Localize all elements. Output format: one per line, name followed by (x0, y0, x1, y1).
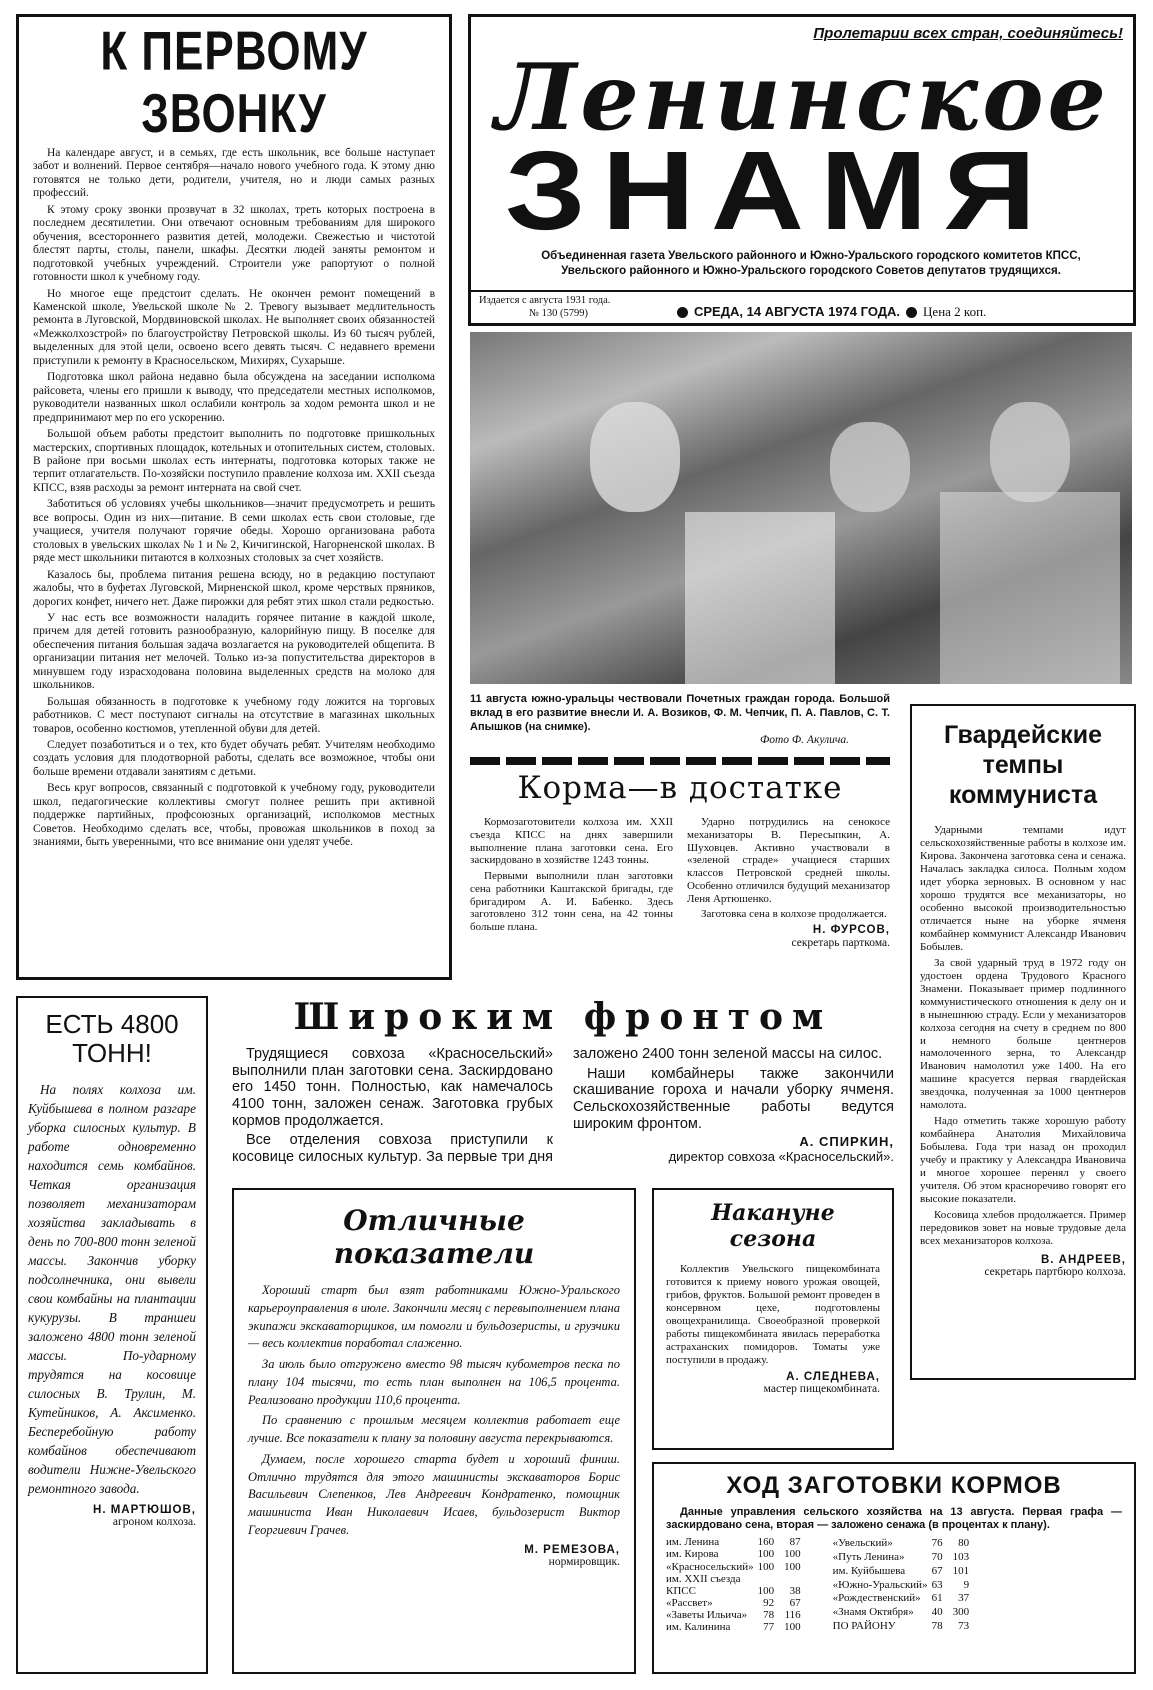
article-title: Отличные показатели (333, 1204, 535, 1270)
hay-percent: 70 (931, 1551, 943, 1564)
haylage-percent: 116 (784, 1608, 801, 1621)
article-title: Корма—в достатке (517, 770, 843, 806)
haylage-percent: 80 (958, 1537, 970, 1550)
masthead-subtitle: Объединенная газета Увельского районного и Южно-Уральского городского комитетов КПСС, Увельского районного и Южно-Уральского городского Советов депутатов трудящихся. (541, 250, 1081, 277)
author-title: мастер пищекомбината. (763, 1382, 880, 1395)
article-est (16, 996, 208, 1674)
farm-name: «Заветы Ильича» (666, 1608, 748, 1621)
author-title: директор совхоза «Красносельский». (668, 1149, 894, 1165)
front-photo (470, 332, 1132, 684)
article-title: Широким фронтом (293, 996, 833, 1038)
farm-name: «Путь Ленина» (832, 1551, 905, 1564)
table-intro: Данные управления сельского хозяйства на 13 августа. Первая графа — заскирдовано сена, вторая — заложено сенажа (в процентах к плану). (666, 1506, 1122, 1532)
article-body: На полях колхоза им. Куйбышева в полном разгаре уборка силосных культур. В работе одновременно находится семь комбайнов. Четкая организация позволяет механизаторам хозяйства закладывать в день по 700-800 тонн зеленой массы. Закончив уборку подсолнечника, они вывели свои комбайны на плантации кукурузы. В траншеи заложено 4800 тонн зеленой массы. По-ударному трудятся на косовице силосных В. Трулин, М. Кутейников, А. Аксименко. Бесперебойную работу комбайнов обеспечивают водители Нижне-Увельского ремонтного завода. (28, 1082, 196, 1497)
table-row (666, 1609, 811, 1621)
author-name: М. РЕМЕЗОВА, (524, 1543, 620, 1556)
author-title: агроном колхоза. (112, 1516, 196, 1529)
photo-figure (940, 492, 1120, 684)
haylage-percent: 300 (952, 1606, 970, 1619)
article-title: ЕСТЬ 4800 ТОНН! (45, 1009, 179, 1069)
hay-percent: 67 (931, 1564, 943, 1577)
masthead-title-line2: ЗНАМЯ (505, 128, 1053, 253)
paragraph: Все отделения совхоза приступили к косовице силосных культур. За первые три дня заложено 2400 тонн зеленой массы на силос. (232, 1046, 883, 1166)
haylage-percent: 103 (952, 1551, 970, 1564)
article-title: Накануне сезона (711, 1200, 835, 1253)
data-tables (666, 1536, 1122, 1633)
masthead-date-line (671, 304, 986, 320)
paragraph: К этому сроку звонки прозвучат в 32 школах, треть которых построена в последнем десятилетии. Они отвечают основным требованиям для широкого обучения, всестороннего развития детей, молодежи. Свежестью и чистотой блестят парты, столы, панели, шкафы. Десятки людей заняты ремонтом и подготовкой учебных учреждений. Строители уже рапортуют о полной готовности школ к учебному году. (33, 203, 435, 284)
article-hod (652, 1462, 1136, 1674)
paragraph: Казалось бы, проблема питания решена всюду, но в редакцию поступают жалобы, что в буфетах Луговской, Мирненской школ, кроме черствых пряников, дорогих конфет, ничего нет. Даже пирожки для ребят этих школ стали редкостью. (33, 568, 435, 608)
paragraph: Косовица хлебов продолжается. Пример передовиков зовет на новые трудовые дела всех механизаторов колхоза. (920, 1209, 1126, 1248)
paragraph: Заботиться об условиях учебы школьников—значит предусмотреть и решить все вопросы. Один из них—питание. В семи школах есть свои столовые, где учащиеся, учителя получают горячие обеды. Хорошо организована работа столовых в увельских школах № 1 и № 2, Кичигинской, Нагорненской школах. В ряде мест школьники питаются в колхозных столовых за счет хозяйств. (33, 498, 435, 565)
paragraph: Надо отметить также хорошую работу комбайнера Анатолия Михайловича Бобылева. Года три назад он проходил учебу и практику у Александра Ивановича и многое хорошее перенял у своего учителя. Об этом красноречиво говорят его высокие показатели. (920, 1115, 1126, 1206)
farm-name: «Увельский» (832, 1537, 893, 1550)
table-row (833, 1550, 979, 1564)
table-row (833, 1536, 979, 1550)
farm-name: им. Кирова (666, 1548, 719, 1561)
paragraph: Первыми выполнили план заготовки сена работники Каштакской бригады, где бригадиром А. И. Бабенко. Здесь заготовлено 312 тонн сена, на 42 тонны больше плана. (470, 870, 673, 933)
photo-figure (685, 512, 835, 684)
paragraph: Большой объем работы предстоит выполнить по подготовке пришкольных мастерских, спортивных площадок, котельных и отопительных систем, столовых. В районе при восьми школах есть интернаты, подготовка которых также не терпит отлагательств. По-хозяйски поступило правление колхоза им. XXII съезда КПСС, взяв расходы за ремонт интерната на свой счет. (33, 428, 435, 494)
table-row (666, 1561, 811, 1573)
haylage-percent: 67 (789, 1596, 801, 1609)
table-row (833, 1619, 979, 1633)
farm-name: ПО РАЙОНУ (832, 1620, 896, 1633)
farm-name: «Знамя Октября» (832, 1606, 914, 1619)
signature (248, 1544, 620, 1568)
hay-percent: 63 (931, 1578, 943, 1591)
paragraph: Кормозаготовители колхоза им. XXII съезда КПСС на днях завершили выполнение плана заготовки сена. Его заскирдовано в хозяйстве 1243 тонны. (470, 816, 673, 867)
haylage-percent: 37 (958, 1592, 970, 1605)
signature (28, 1504, 196, 1528)
hay-percent: 61 (931, 1592, 943, 1605)
author-name: Н. ФУРСОВ, (812, 924, 890, 936)
article-body (920, 824, 1126, 1248)
signature (687, 924, 890, 951)
paragraph: Следует позаботиться и о тех, кто будет обучать ребят. Учителям необходимо создать условия для плодотворной работы, сделать все возможное, чтобы они больше времени отдавали занятиям с детьми. (33, 739, 435, 778)
haylage-percent: 9 (963, 1578, 970, 1591)
table-row (666, 1597, 811, 1609)
paragraph: На календаре август, и в семьях, где есть школьник, все больше наступает забот и волнений. Первое сентября—начало нового учебного года. К этому дню готовятся не только дети, родители, учителя, но и люди самых разных профессий. (33, 147, 435, 200)
paragraph: Большая обязанность в подготовке к учебному году ложится на торговых работников. С мест поступают сигналы на отсутствие в магазинах школьных товаров, особенно костюмов, утепленной обуви для детей. (33, 695, 435, 735)
hay-percent: 160 (757, 1536, 775, 1549)
masthead-title-line1: Ленинское (495, 43, 1111, 151)
farm-name: «Красносельский» (666, 1560, 754, 1573)
hay-percent: 40 (931, 1606, 943, 1619)
haylage-percent: 38 (789, 1584, 801, 1597)
table-row (666, 1585, 811, 1597)
haylage-percent (784, 1573, 811, 1585)
author-name: А. СПИРКИН, (799, 1134, 894, 1150)
article-shirokim (232, 996, 894, 1166)
article-nakanune (652, 1188, 894, 1450)
masthead-issue: № 130 (5799) (529, 307, 589, 319)
signature (666, 1371, 880, 1395)
hay-percent: 77 (763, 1621, 775, 1634)
paragraph: Заготовка сена в колхозе продолжается. (701, 908, 887, 921)
farm-name: «Рассвет» (666, 1596, 713, 1609)
table-row (666, 1573, 811, 1585)
farm-name: КПСС (666, 1584, 696, 1597)
photo-caption: 11 августа южно-уральцы чествовали Почетных граждан города. Большой вклад в его развитие внесли И. А. Возиков, Ф. М. Чепчик, П. А. Павлов, С. Т. Апышков (на снимке). (470, 693, 890, 733)
author-name: А. СЛЕДНЕВА, (786, 1370, 880, 1383)
table-row (666, 1536, 811, 1548)
article-title: Гвардейские темпы коммуниста (944, 721, 1102, 809)
table-row (833, 1564, 979, 1578)
author-title: секретарь парткома. (791, 937, 890, 950)
table-row (833, 1605, 979, 1619)
table-row (833, 1578, 979, 1592)
paragraph: Ударно потрудились на сенокосе механизаторы В. Пересыпкин, А. Шуховцев. Активно участвовали в «зеленой страде» учащиеся старших классов Петровской средней школы. Особенно отличился будущий механизатор Леня Артюшенко. (687, 816, 890, 905)
haylage-percent: 73 (958, 1620, 970, 1633)
article-body (248, 1282, 620, 1540)
photo-figure (590, 402, 680, 512)
signature (573, 1135, 894, 1165)
author-title: секретарь партбюро колхоза. (984, 1266, 1126, 1278)
article-otlich (232, 1188, 636, 1674)
paragraph: За свой ударный труд в 1972 году он удостоен ордена Трудового Красного Знамени. Показывает пример подлинного коммунистического отношения к делу он и в нынешнюю страду. Если у механизаторов колхоза сегодня на счету в среднем по 800 и немного больше центнеров намолоченного зерна, то Александр Иванович намолотил уже 1400. На его машине красуется первая гвардейская звездочка, полученная за 1000 центнеров намолота. (920, 956, 1126, 1112)
paragraph: Ударными темпами идут сельскохозяйственные работы в колхозе им. Кирова. Закончена заготовка сена и сенажа. Началась закладка силоса. Полным ходом идет уборка зерновых. В основном у нас хорошо трудятся все механизаторы, но особенно высокой производительностью отличается ныне на уборке ячменя комбайнер коммунист Александр Иванович Бобылев. (920, 824, 1126, 953)
article-body (232, 1046, 894, 1166)
farm-name: им. XXII съезда (666, 1572, 741, 1585)
masthead-rule (471, 290, 1133, 292)
photo-figure (990, 402, 1070, 502)
article-korma (470, 770, 890, 951)
masthead-since-block (479, 295, 610, 320)
paragraph: Хороший старт был взят работниками Южно-Уральского карьероуправления в июле. Закончили месяц с перевыполнением плана экипажи экскаваторщиков, им помогли и бульдозеристы, и грузчики — весь коллектив поработал слаженно. (248, 1283, 620, 1351)
haylage-percent: 100 (784, 1621, 801, 1634)
hay-percent (758, 1573, 785, 1585)
photo-credit: Фото Ф. Акулича. (760, 734, 850, 746)
hay-percent: 100 (757, 1560, 775, 1573)
farm-name: «Южно-Уральский» (832, 1578, 928, 1591)
paragraph: Весь круг вопросов, связанный с подготовкой к учебному году, руководители школ, педагогические коллективы смогут полнее решить при активной поддержке партийных, профсоюзных организаций, исполкомов местных Советов. Необходимо сделать все, чтобы, провожая школьников в поход за знаниями, быть уверенными, что все внимание они уделят учебе. (33, 782, 435, 849)
article-title: ХОД ЗАГОТОВКИ КОРМОВ (726, 1472, 1062, 1499)
paragraph: Подготовка школ района недавно была обсуждена на заседании исполкома райсовета, члены его пришли к выводу, что председатели местных исполкомов, руководители названных школ ослабили контроль за ходом ремонта школ и не предпринимают мер по его ускорению. (33, 371, 435, 424)
table-left (666, 1536, 811, 1633)
hay-percent: 100 (757, 1584, 775, 1597)
table-row (666, 1548, 811, 1560)
table-row (833, 1592, 979, 1606)
article-body (470, 816, 890, 951)
hay-percent: 78 (763, 1608, 775, 1621)
table-row (666, 1621, 811, 1633)
article-gvard (910, 704, 1136, 1380)
paragraph: Но многое еще предстоит сделать. Не окончен ремонт помещений в Каменской школе, Увельской школе № 2. Тревогу вызывает медлительность ремонта в Луговской, Мордвиновской школах. Не выполняет своих обязанностей «Межколхозстрой» по благоустройству Петровской школы. Из 60 тысяч рублей, выделенных для этой цели, освоено всего девять тысяч. С недавнего времени приступили к ремонту в Красносельском, Михирях, Сухарыше. (33, 287, 435, 367)
section-rule (470, 757, 890, 765)
bullet-icon (906, 307, 917, 318)
hay-percent: 92 (763, 1596, 775, 1609)
article-title: К ПЕРВОМУ ЗВОНКУ (100, 20, 368, 145)
paragraph: Думаем, после хорошего старта будет и хороший финиш. Отлично трудятся для этого машинисты экскаваторов Борис Васильевич Слепенков, Лев Андреевич Кондратенко, помощник машиниста Иван Николаевич Исаев, бульдозерист Виктор Георгиевич Грачев. (248, 1451, 620, 1537)
photo-figure (830, 422, 910, 512)
haylage-percent: 100 (784, 1560, 801, 1573)
paragraph: Наши комбайнеры также закончили скашивание гороха и начали уборку ячменя. Сельскохозяйственные работы ведутся широким фронтом. (573, 1065, 894, 1132)
hay-percent: 100 (757, 1548, 775, 1561)
haylage-percent: 100 (784, 1548, 801, 1561)
table-right (833, 1536, 979, 1633)
masthead-slogan: Пролетарии всех стран, соединяйтесь! (813, 25, 1123, 42)
paragraph: У нас есть все возможности наладить горячее питание в каждой школе, причем для детей готовить разнообразную, калорийную пищу. В поселке для обеспечения питания большая задача возлагается на руководителей общепита. В организации питания нет мелочей. Только из-за попустительства директоров в минувшем году израсходована половина выделенных средств на молоко для школьников. (33, 611, 435, 692)
farm-name: «Рождественский» (832, 1592, 921, 1605)
masthead (468, 14, 1136, 326)
hay-percent: 78 (931, 1620, 943, 1633)
bullet-icon (677, 307, 688, 318)
masthead-price: Цена 2 коп. (923, 304, 987, 319)
paragraph: По сравнению с прошлым месяцем коллектив работает еще лучше. Все показатели к плану за половину августа перекрываются. (248, 1413, 620, 1445)
masthead-since: Издается с августа 1931 года. (479, 295, 611, 306)
haylage-percent: 101 (952, 1564, 970, 1577)
author-name: Н. МАРТЮШОВ, (93, 1504, 196, 1517)
paragraph: За июль было отгружено вместо 98 тысяч кубометров песка по плану 104 тысячи, то есть план выполнен на 106,5 процента. Реализовано продукции 110,6 процента. (248, 1357, 620, 1407)
signature (920, 1254, 1126, 1278)
hay-percent: 76 (931, 1537, 943, 1550)
article-body: Коллектив Увельского пищекомбината готовится к приему нового урожая овощей, грибов, фруктов. Большой ремонт проведен в консервном цехе, подготовлены овощехранилища. Своеобразной проверкой работы пищекомбината явилась переработка астраханских помидоров. Томаты уже поступили в продажу. (666, 1262, 880, 1366)
farm-name: им. Калинина (666, 1621, 731, 1634)
farm-name: им. Куйбышева (832, 1564, 906, 1577)
masthead-date: СРЕДА, 14 АВГУСТА 1974 ГОДА. (694, 304, 901, 319)
author-title: нормировщик. (548, 1555, 620, 1568)
haylage-percent: 87 (789, 1536, 801, 1549)
paragraph: Трудящиеся совхоза «Красносельский» выполнили план заготовки сена. Заскирдовано его 1450 тонн. Полностью, как намечалось 4100 тонн, заложен сенаж. Заготовка грубых кормов продолжается. (232, 1046, 553, 1129)
article-body (33, 147, 435, 850)
article-zvonok (16, 14, 452, 980)
farm-name: им. Ленина (666, 1536, 720, 1549)
author-name: В. АНДРЕЕВ, (1040, 1254, 1126, 1266)
